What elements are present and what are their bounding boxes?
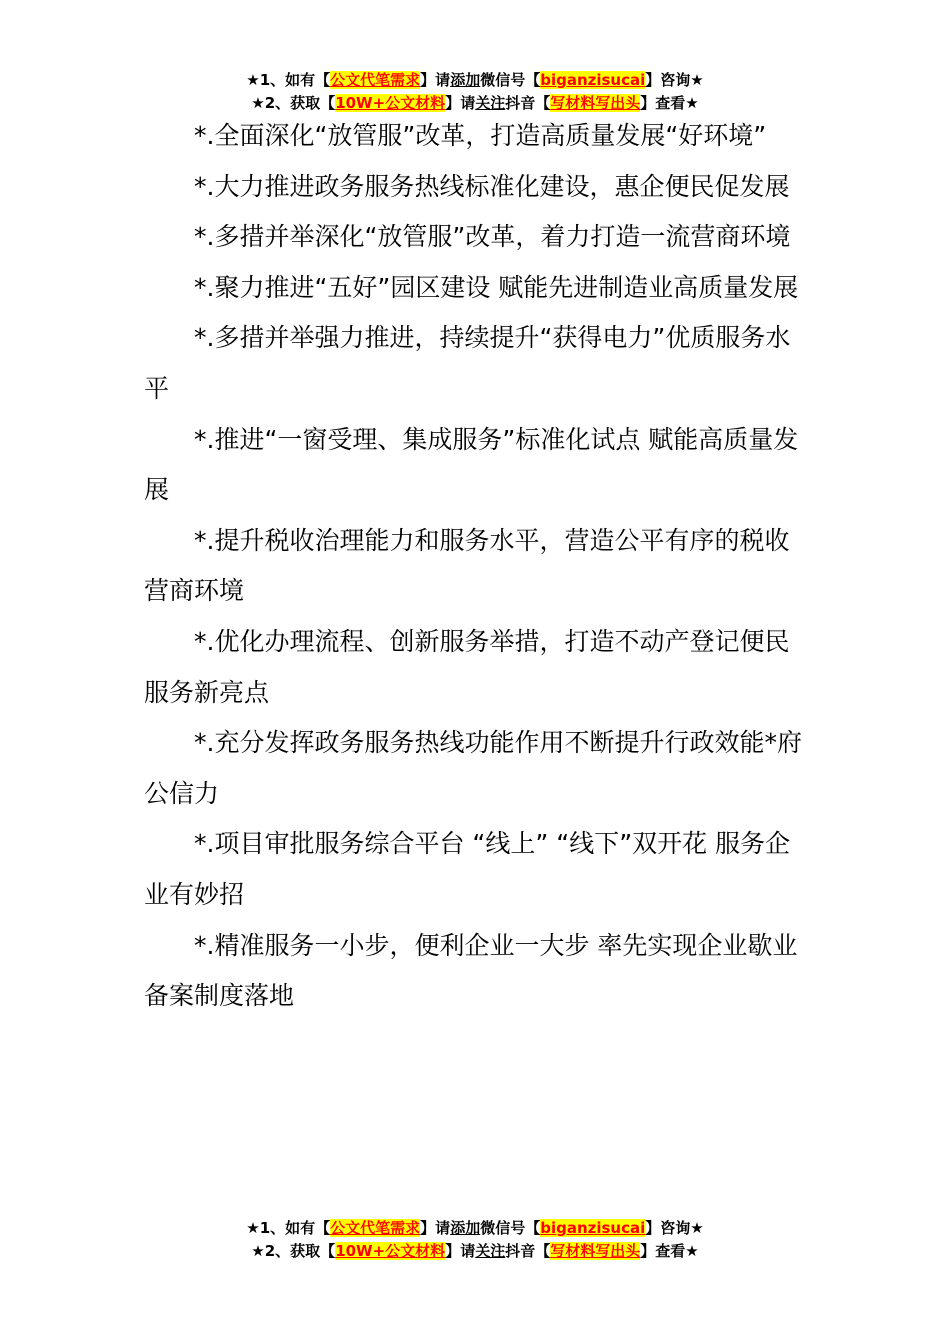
banner-text: 抖音【 xyxy=(505,1242,551,1260)
banner-text: 抖音【 xyxy=(505,94,551,112)
banner-text: 添加 xyxy=(450,71,481,89)
banner-line-1 xyxy=(0,69,950,92)
banner-highlight: 写材料写出头 xyxy=(550,1242,641,1260)
banner-highlight: 10W+公文材料 xyxy=(335,94,446,112)
header-banner xyxy=(0,69,950,115)
list-item: *.提升税收治理能力和服务水平，营造公平有序的税收营商环境 xyxy=(144,525,790,606)
list-item: *.充分发挥政务服务热线功能作用不断提升行政效能*府公信力 xyxy=(144,728,802,808)
banner-text: 关注 xyxy=(475,94,506,112)
banner-text: 】咨询★ xyxy=(645,71,704,89)
banner-text: 添加 xyxy=(450,1219,481,1237)
list-item: *.精准服务一小步，便利企业一大步 率先实现企业歇业备案制度落地 xyxy=(144,930,798,1011)
banner-highlight: biganzisucai xyxy=(540,71,646,89)
banner-highlight: 10W+公文材料 xyxy=(335,1242,446,1260)
banner-text: ★2、获取【 xyxy=(251,94,336,112)
document-body xyxy=(144,111,808,1022)
list-item: *.聚力推进“五好”园区建设 赋能先进制造业高质量发展 xyxy=(194,272,799,302)
list-item: *.优化办理流程、创新服务举措，打造不动产登记便民服务新亮点 xyxy=(144,626,790,707)
banner-text: 微信号【 xyxy=(480,1219,541,1237)
list-item: *.全面深化“放管服”改革，打造高质量发展“好环境” xyxy=(194,121,767,150)
banner-line-2 xyxy=(0,1240,950,1263)
banner-text: 关注 xyxy=(475,1242,506,1260)
banner-highlight: 公文代笔需求 xyxy=(330,71,421,89)
banner-text: 】咨询★ xyxy=(645,1219,704,1237)
banner-text: ★1、如有【 xyxy=(246,71,331,89)
banner-text: 】请 xyxy=(445,1242,476,1260)
footer-banner xyxy=(0,1217,950,1263)
banner-text: 】查看★ xyxy=(640,94,699,112)
list-item: *.大力推进政务服务热线标准化建设，惠企便民促发展 xyxy=(194,171,790,201)
banner-highlight: biganzisucai xyxy=(540,1219,646,1237)
banner-text: ★1、如有【 xyxy=(246,1219,331,1237)
banner-highlight: 公文代笔需求 xyxy=(330,1219,421,1237)
banner-text: 】请 xyxy=(420,1219,451,1237)
banner-line-1 xyxy=(0,1217,950,1240)
banner-highlight: 写材料写出头 xyxy=(550,94,641,112)
list-item: *.多措并举强力推进，持续提升“获得电力”优质服务水平 xyxy=(144,323,791,403)
list-item: *.推进“一窗受理、集成服务”标准化试点 赋能高质量发展 xyxy=(144,424,799,505)
banner-text: ★2、获取【 xyxy=(251,1242,336,1260)
banner-text: 】请 xyxy=(445,94,476,112)
list-item: *.项目审批服务综合平台 “线上” “线下”双开花 服务企业有妙招 xyxy=(144,829,791,909)
banner-text: 】请 xyxy=(420,71,451,89)
banner-text: 】查看★ xyxy=(640,1242,699,1260)
list-item: *.多措并举深化“放管服”改革，着力打造一流营商环境 xyxy=(194,222,791,252)
banner-text: 微信号【 xyxy=(480,71,541,89)
